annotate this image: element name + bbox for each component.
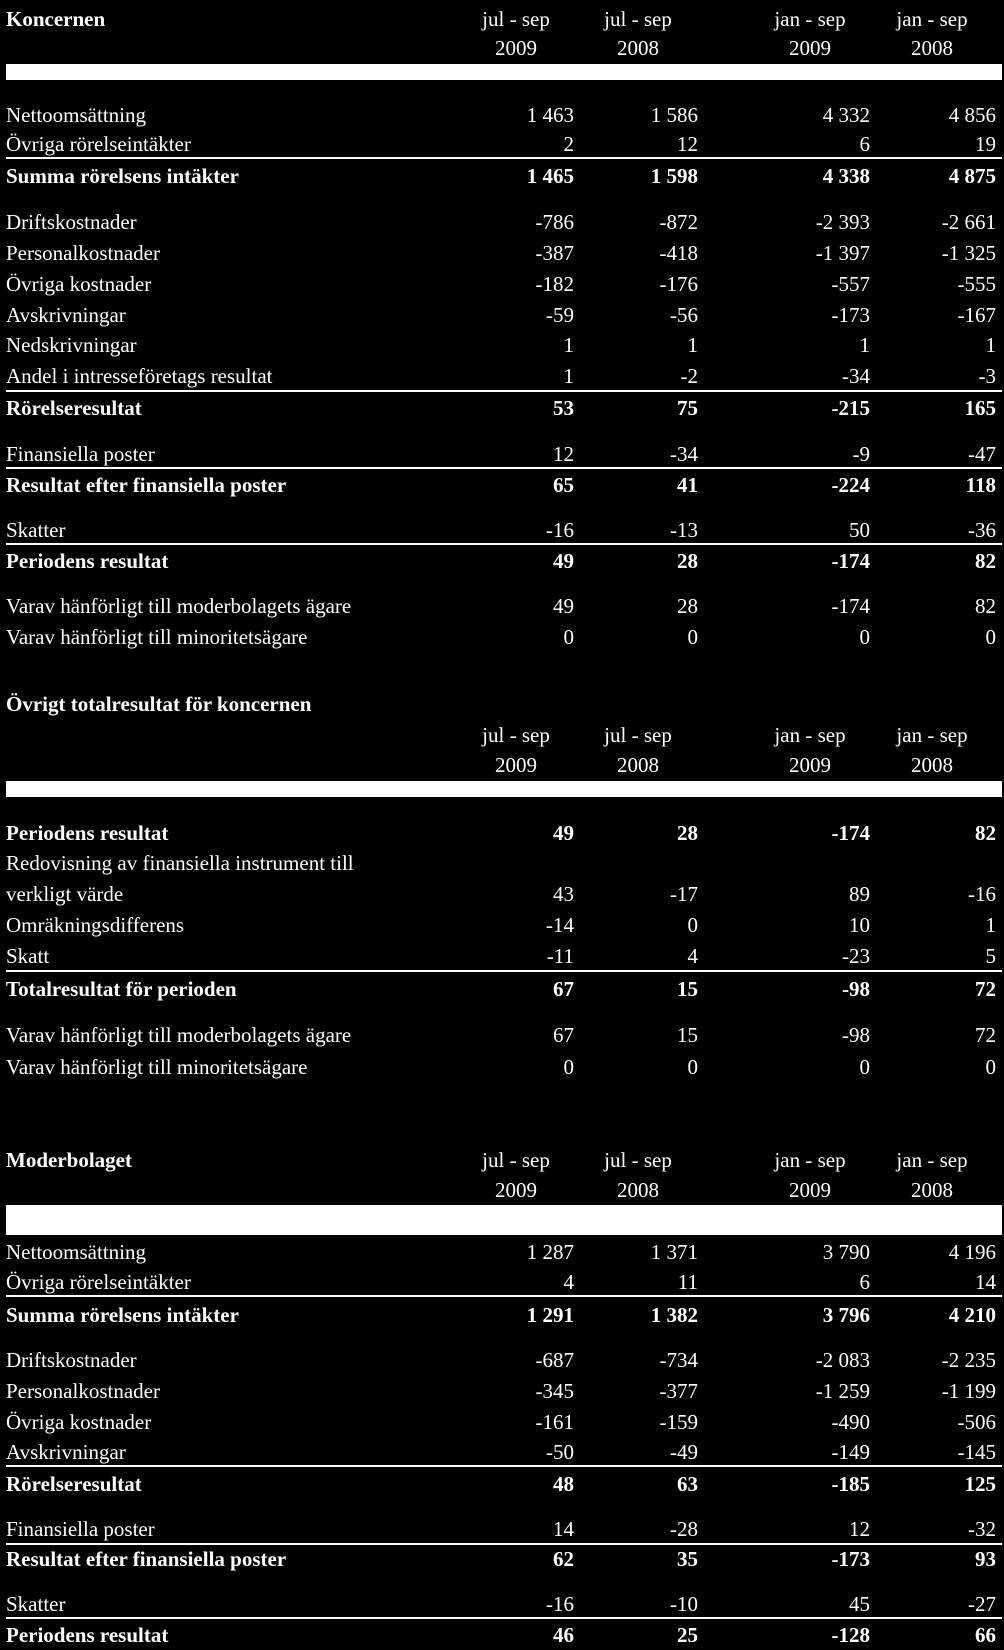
row-value: 0 bbox=[985, 1055, 996, 1079]
row-value: -27 bbox=[968, 1592, 996, 1616]
row-value: -23 bbox=[842, 944, 870, 968]
row-value: -28 bbox=[670, 1517, 698, 1541]
column-period: jan - sep bbox=[896, 7, 968, 31]
row-label: Resultat efter finansiella poster bbox=[6, 473, 287, 497]
row-value: -1 325 bbox=[941, 241, 996, 265]
row-value: 1 bbox=[985, 333, 996, 357]
row-label: Totalresultat för perioden bbox=[6, 977, 237, 1001]
row-value: -98 bbox=[842, 1023, 870, 1047]
row-value: 1 371 bbox=[650, 1240, 698, 1264]
column-period: jan - sep bbox=[896, 723, 968, 747]
row-label: Periodens resultat bbox=[6, 549, 169, 573]
row-value: 14 bbox=[975, 1270, 996, 1294]
row-value: 12 bbox=[553, 442, 574, 466]
column-year: 2009 bbox=[495, 1178, 537, 1202]
row-value: 50 bbox=[849, 518, 870, 542]
column-period: jan - sep bbox=[774, 7, 846, 31]
row-value: 1 291 bbox=[526, 1303, 574, 1327]
row-value: -149 bbox=[831, 1440, 870, 1464]
row-value: -2 235 bbox=[941, 1348, 996, 1372]
row-value: 5 bbox=[985, 944, 996, 968]
row-divider bbox=[6, 157, 1002, 159]
row-value: 0 bbox=[687, 625, 698, 649]
row-label: Omräkningsdifferens bbox=[6, 913, 185, 937]
row-value: -56 bbox=[670, 303, 698, 327]
column-year: 2008 bbox=[911, 1178, 953, 1202]
row-value: 43 bbox=[553, 882, 574, 906]
row-label: Personalkostnader bbox=[6, 241, 160, 265]
row-value: -17 bbox=[670, 882, 698, 906]
row-value: 1 465 bbox=[526, 164, 574, 188]
row-value: 62 bbox=[553, 1547, 574, 1571]
row-value: 28 bbox=[677, 549, 698, 573]
row-value: -2 393 bbox=[815, 210, 870, 234]
row-value: -128 bbox=[831, 1623, 870, 1647]
column-period: jul - sep bbox=[604, 7, 672, 31]
row-value: 4 bbox=[563, 1270, 574, 1294]
row-label: Andel i intresseföretags resultat bbox=[6, 364, 273, 388]
row-value: -1 397 bbox=[815, 241, 870, 265]
row-value: 1 382 bbox=[650, 1303, 698, 1327]
row-value: 125 bbox=[964, 1472, 996, 1496]
row-label: Rörelseresultat bbox=[6, 1472, 142, 1496]
row-value: -224 bbox=[831, 473, 870, 497]
section-title: Koncernen bbox=[6, 7, 106, 31]
row-label: Skatter bbox=[6, 518, 66, 542]
row-value: -182 bbox=[535, 272, 574, 296]
row-label: Avskrivningar bbox=[6, 303, 126, 327]
row-label: Summa rörelsens intäkter bbox=[6, 164, 239, 188]
section-title: Moderbolaget bbox=[6, 1148, 132, 1172]
row-value: 0 bbox=[687, 913, 698, 937]
row-value: 28 bbox=[677, 594, 698, 618]
column-year: 2008 bbox=[911, 36, 953, 60]
row-value: -215 bbox=[831, 396, 870, 420]
column-year: 2009 bbox=[495, 36, 537, 60]
row-value: 25 bbox=[677, 1623, 698, 1647]
row-value: -36 bbox=[968, 518, 996, 542]
row-value: -185 bbox=[831, 1472, 870, 1496]
row-value: 72 bbox=[975, 977, 996, 1001]
row-value: -173 bbox=[831, 1547, 870, 1571]
row-value: -34 bbox=[670, 442, 698, 466]
row-label: Personalkostnader bbox=[6, 1379, 160, 1403]
row-value: 1 463 bbox=[526, 103, 574, 127]
row-label: Finansiella poster bbox=[6, 1517, 155, 1541]
row-value: -59 bbox=[546, 303, 574, 327]
row-label: Varav hänförligt till moderbolagets ägare bbox=[6, 594, 352, 618]
row-value: 67 bbox=[553, 1023, 574, 1047]
row-value: 11 bbox=[677, 1270, 698, 1294]
row-value: -34 bbox=[842, 364, 870, 388]
row-value: 6 bbox=[859, 132, 870, 156]
row-value: 49 bbox=[553, 594, 574, 618]
row-value: -786 bbox=[535, 210, 574, 234]
row-value: 1 bbox=[859, 333, 870, 357]
row-divider bbox=[6, 970, 1002, 972]
column-period: jul - sep bbox=[482, 1148, 550, 1172]
row-value: -734 bbox=[659, 1348, 698, 1372]
row-value: -32 bbox=[968, 1517, 996, 1541]
header-divider-bar bbox=[6, 1205, 1002, 1235]
row-value: -10 bbox=[670, 1592, 698, 1616]
row-value: 6 bbox=[859, 1270, 870, 1294]
row-divider bbox=[6, 467, 1002, 469]
row-label: Driftskostnader bbox=[6, 210, 137, 234]
row-value: 4 856 bbox=[948, 103, 996, 127]
row-label: Övriga rörelseintäkter bbox=[6, 132, 191, 156]
row-value: 35 bbox=[677, 1547, 698, 1571]
row-value: 63 bbox=[677, 1472, 698, 1496]
row-value: 0 bbox=[859, 1055, 870, 1079]
row-label: Nettoomsättning bbox=[6, 103, 146, 127]
column-year: 2008 bbox=[911, 753, 953, 777]
row-value: 0 bbox=[687, 1055, 698, 1079]
row-value: -11 bbox=[546, 944, 574, 968]
row-label: Summa rörelsens intäkter bbox=[6, 1303, 239, 1327]
row-value: 75 bbox=[677, 396, 698, 420]
row-value: -555 bbox=[957, 272, 996, 296]
row-divider bbox=[6, 390, 1002, 392]
row-value: -173 bbox=[831, 303, 870, 327]
row-value: -14 bbox=[546, 913, 574, 937]
row-divider bbox=[6, 543, 1002, 545]
row-value: 4 210 bbox=[948, 1303, 996, 1327]
row-value: 67 bbox=[553, 977, 574, 1001]
row-value: -345 bbox=[535, 1379, 574, 1403]
row-value: 0 bbox=[563, 1055, 574, 1079]
row-value: -3 bbox=[978, 364, 996, 388]
row-value: -557 bbox=[831, 272, 870, 296]
row-value: 15 bbox=[677, 977, 698, 1001]
row-value: -174 bbox=[831, 549, 870, 573]
row-value: 53 bbox=[553, 396, 574, 420]
row-label: Övriga kostnader bbox=[6, 272, 152, 296]
column-year: 2009 bbox=[789, 753, 831, 777]
column-period: jul - sep bbox=[604, 1148, 672, 1172]
row-label: Varav hänförligt till minoritetsägare bbox=[6, 1055, 308, 1079]
row-value: 4 196 bbox=[948, 1240, 996, 1264]
row-value: -1 199 bbox=[941, 1379, 996, 1403]
row-label: Övriga kostnader bbox=[6, 1410, 152, 1434]
row-label: Varav hänförligt till moderbolagets ägare bbox=[6, 1023, 352, 1047]
row-value: 118 bbox=[965, 473, 996, 497]
row-value: 72 bbox=[975, 1023, 996, 1047]
row-label: verkligt värde bbox=[6, 882, 124, 906]
column-year: 2009 bbox=[495, 753, 537, 777]
row-label: Redovisning av finansiella instrument till bbox=[6, 851, 354, 875]
row-value: 93 bbox=[975, 1547, 996, 1571]
row-value: 4 332 bbox=[822, 103, 870, 127]
header-divider-bar bbox=[6, 64, 1002, 80]
row-value: 89 bbox=[849, 882, 870, 906]
row-value: 12 bbox=[677, 132, 698, 156]
row-divider bbox=[6, 1617, 1002, 1619]
row-value: 10 bbox=[849, 913, 870, 937]
column-period: jan - sep bbox=[774, 1148, 846, 1172]
column-period: jul - sep bbox=[482, 7, 550, 31]
row-value: -377 bbox=[659, 1379, 698, 1403]
row-value: 15 bbox=[677, 1023, 698, 1047]
row-value: -16 bbox=[546, 518, 574, 542]
header-divider-bar bbox=[6, 781, 1002, 797]
row-label: Skatt bbox=[6, 944, 50, 968]
row-divider bbox=[6, 1465, 1002, 1467]
row-label: Finansiella poster bbox=[6, 442, 155, 466]
column-period: jan - sep bbox=[774, 723, 846, 747]
row-value: -174 bbox=[831, 594, 870, 618]
row-label: Nedskrivningar bbox=[6, 333, 137, 357]
row-value: -2 083 bbox=[815, 1348, 870, 1372]
row-label: Resultat efter finansiella poster bbox=[6, 1547, 287, 1571]
column-period: jul - sep bbox=[604, 723, 672, 747]
row-value: -387 bbox=[535, 241, 574, 265]
row-value: -161 bbox=[535, 1410, 574, 1434]
row-value: -98 bbox=[842, 977, 870, 1001]
row-value: 165 bbox=[964, 396, 996, 420]
row-value: 0 bbox=[859, 625, 870, 649]
row-value: 1 bbox=[687, 333, 698, 357]
row-value: 1 bbox=[563, 333, 574, 357]
row-label: Nettoomsättning bbox=[6, 1240, 146, 1264]
row-value: 48 bbox=[553, 1472, 574, 1496]
row-value: 4 338 bbox=[822, 164, 870, 188]
row-value: 0 bbox=[985, 625, 996, 649]
row-value: -1 259 bbox=[815, 1379, 870, 1403]
column-period: jan - sep bbox=[896, 1148, 968, 1172]
row-value: -174 bbox=[831, 821, 870, 845]
row-value: 49 bbox=[553, 821, 574, 845]
row-value: 14 bbox=[553, 1517, 574, 1541]
row-value: 4 875 bbox=[948, 164, 996, 188]
row-value: 12 bbox=[849, 1517, 870, 1541]
row-label: Rörelseresultat bbox=[6, 396, 142, 420]
row-value: 65 bbox=[553, 473, 574, 497]
section-title: Övrigt totalresultat för koncernen bbox=[6, 692, 312, 716]
row-label: Periodens resultat bbox=[6, 821, 169, 845]
row-value: 3 796 bbox=[822, 1303, 870, 1327]
row-value: -176 bbox=[659, 272, 698, 296]
row-value: 41 bbox=[677, 473, 698, 497]
row-value: -490 bbox=[831, 1410, 870, 1434]
row-value: -2 bbox=[680, 364, 698, 388]
row-value: 49 bbox=[553, 549, 574, 573]
row-value: -16 bbox=[968, 882, 996, 906]
row-value: 28 bbox=[677, 821, 698, 845]
row-value: 82 bbox=[975, 549, 996, 573]
row-value: 1 bbox=[563, 364, 574, 388]
row-label: Övriga rörelseintäkter bbox=[6, 1270, 191, 1294]
row-value: -13 bbox=[670, 518, 698, 542]
row-value: -50 bbox=[546, 1440, 574, 1464]
column-year: 2009 bbox=[789, 36, 831, 60]
row-label: Driftskostnader bbox=[6, 1348, 137, 1372]
row-value: 0 bbox=[563, 625, 574, 649]
row-value: -49 bbox=[670, 1440, 698, 1464]
row-value: 1 586 bbox=[650, 103, 698, 127]
row-value: 1 bbox=[985, 913, 996, 937]
row-value: -159 bbox=[659, 1410, 698, 1434]
row-value: 45 bbox=[849, 1592, 870, 1616]
row-value: 1 598 bbox=[650, 164, 698, 188]
column-year: 2009 bbox=[789, 1178, 831, 1202]
row-label: Periodens resultat bbox=[6, 1623, 169, 1647]
row-value: -2 661 bbox=[941, 210, 996, 234]
row-value: -16 bbox=[546, 1592, 574, 1616]
row-value: 82 bbox=[975, 594, 996, 618]
row-value: -167 bbox=[957, 303, 996, 327]
row-value: 2 bbox=[563, 132, 574, 156]
row-value: 82 bbox=[975, 821, 996, 845]
row-value: 66 bbox=[975, 1623, 996, 1647]
row-value: 19 bbox=[975, 132, 996, 156]
column-year: 2008 bbox=[617, 36, 659, 60]
row-label: Varav hänförligt till minoritetsägare bbox=[6, 625, 308, 649]
row-label: Avskrivningar bbox=[6, 1440, 126, 1464]
row-divider bbox=[6, 1295, 1002, 1297]
column-period: jul - sep bbox=[482, 723, 550, 747]
row-value: 1 287 bbox=[526, 1240, 574, 1264]
column-year: 2008 bbox=[617, 1178, 659, 1202]
row-value: 46 bbox=[553, 1623, 574, 1647]
row-value: -418 bbox=[659, 241, 698, 265]
row-value: -145 bbox=[957, 1440, 996, 1464]
column-year: 2008 bbox=[617, 753, 659, 777]
row-value: 3 790 bbox=[822, 1240, 870, 1264]
row-value: -506 bbox=[957, 1410, 996, 1434]
row-value: -687 bbox=[535, 1348, 574, 1372]
row-value: -47 bbox=[968, 442, 996, 466]
row-value: -872 bbox=[659, 210, 698, 234]
row-value: -9 bbox=[852, 442, 870, 466]
row-value: 4 bbox=[687, 944, 698, 968]
row-label: Skatter bbox=[6, 1592, 66, 1616]
